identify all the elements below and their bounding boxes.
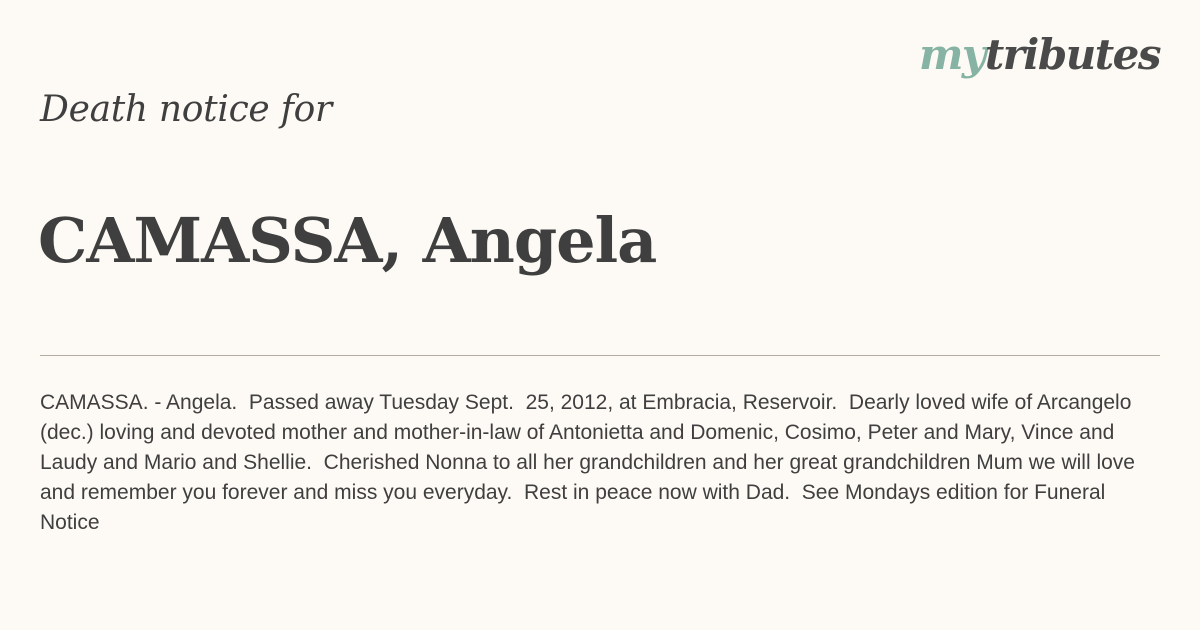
- deceased-name: CAMASSA, Angela: [38, 204, 657, 277]
- logo-tributes: tributes: [984, 30, 1160, 79]
- divider: [40, 355, 1160, 356]
- mytributes-logo[interactable]: [918, 30, 1160, 79]
- logo-my: my: [918, 30, 985, 79]
- notice-body: CAMASSA. - Angela. Passed away Tuesday Sept. 25, 2012, at Embracia, Reservoir. Dearly loved wife of Arcangelo (dec.) loving and devoted mother and mother-in-law of Antonietta and Domenic, Cosimo, Peter and Mary, Vince and Laudy and Mario and Shellie. Cherished Nonna to all her grandchildren and her great grandchildren Mum we will love and remember you forever and miss you everyday. Rest in peace now with Dad. See Mondays edition for Funeral Notice: [40, 391, 1141, 534]
- page-subtitle: Death notice for: [40, 89, 332, 130]
